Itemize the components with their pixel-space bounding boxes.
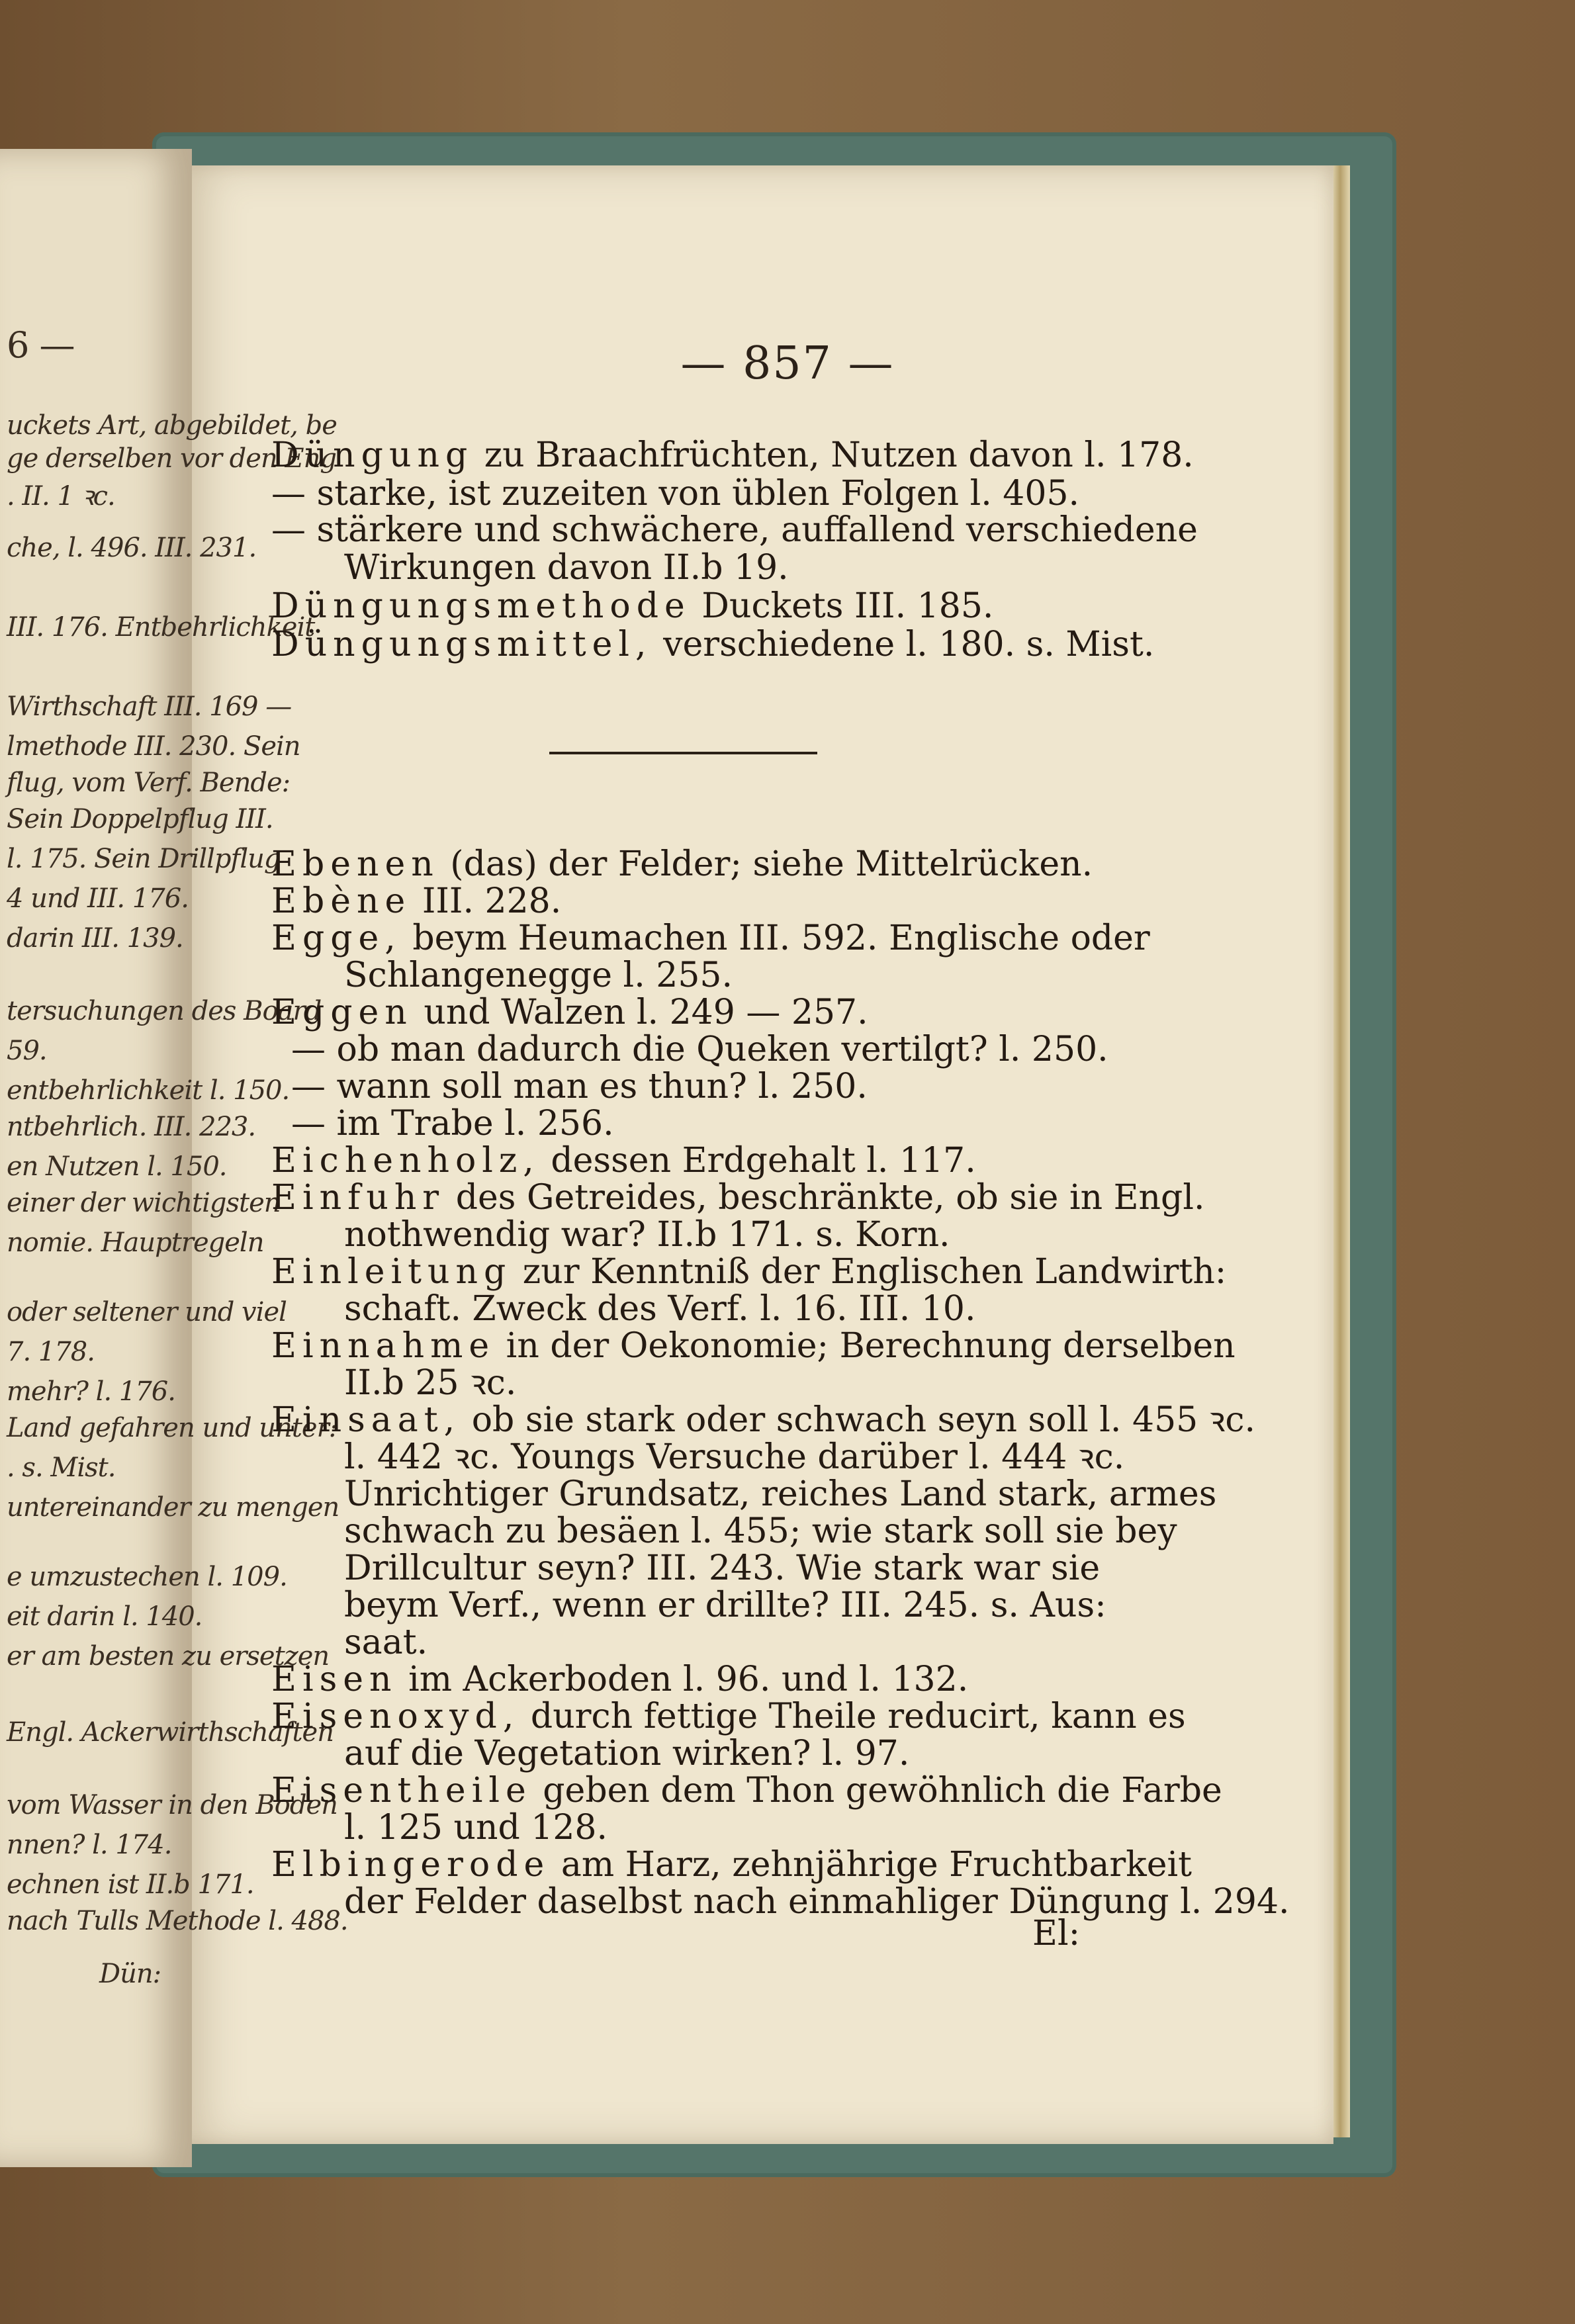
entry-headword: Ebène [271,881,412,921]
index-entry [344,1588,1106,1623]
index-entry [271,1400,1256,1440]
entry-headword: Düngung [271,435,474,475]
entry-text: — wann soll man es thun? l. 250. [291,1067,868,1106]
left-page-line: lmethode III. 230. Sein [7,731,300,762]
index-entry [344,1736,909,1771]
left-page-line: oder seltener und viel [7,1297,287,1327]
index-entry [271,1773,1222,1808]
index-entry [271,1141,976,1181]
left-page-line: uckets Art, abgebildet, be [7,410,337,441]
left-page-line: . II. 1 ꝛc. [7,481,115,512]
section-divider [549,752,817,754]
index-entry [344,548,789,588]
index-entry [271,918,1150,958]
left-page-line: untereinander zu mengen [7,1492,339,1523]
entry-text: zur Kenntniß der Englischen Landwirth: [512,1252,1227,1292]
entry-text: schwach zu besäen l. 455; wie stark soll sie bey [344,1511,1177,1551]
entry-text: l. 125 und 128. [344,1808,608,1848]
left-page-line: ntbehrlich. III. 223. [7,1112,256,1142]
entry-text: zu Braachfrüchten, Nutzen davon l. 178. [473,435,1194,475]
entry-text: l. 442 ꝛc. Youngs Versuche darüber l. 444 ꝛc. [344,1437,1125,1477]
index-entry [271,1178,1205,1218]
left-page-line: er am besten zu ersetzen [7,1641,330,1672]
entry-text: des Getreides, beschränkte, ob sie in Engl. [445,1178,1205,1218]
left-page-line: en Nutzen l. 150. [7,1151,227,1182]
index-entry [291,1069,868,1104]
entry-text: nothwendig war? II.b 171. s. Korn. [344,1215,950,1255]
left-page-line: tersuchungen des Board [7,996,322,1026]
index-entry [344,1882,1290,1922]
left-page-line: nomie. Hauptregeln [7,1228,264,1258]
entry-text: — ob man dadurch die Queken vertilgt? l. 250. [291,1030,1108,1069]
index-entry [344,1548,1101,1588]
left-page-line: echnen ist II.b 171. [7,1869,254,1900]
entry-text: saat. [344,1623,428,1662]
index-entry [344,1808,608,1848]
entry-text: dessen Erdgehalt l. 117. [539,1141,976,1181]
entry-text: Schlangenegge l. 255. [344,956,733,995]
entry-text: geben dem Thon gewöhnlich die Farbe [531,1771,1222,1810]
left-page-line: 4 und III. 176. [7,883,189,914]
index-entry [271,995,868,1030]
index-entry [344,1625,428,1660]
entry-headword: Egge, [271,918,402,958]
index-entry [271,1845,1192,1885]
entry-text: III. 228. [411,881,562,921]
entry-headword: Eisentheile [271,1771,532,1810]
entry-text: schaft. Zweck des Verf. l. 16. III. 10. [344,1289,976,1329]
entry-text: der Felder daselbst nach einmahliger Düngung l. 294. [344,1882,1290,1922]
index-entry [344,958,733,993]
left-page-line: l. 175. Sein Drillpflug [7,844,281,874]
entry-text: — stärkere und schwächere, auffallend verschiedene [271,510,1198,550]
entry-text: verschiedene l. 180. s. Mist. [652,625,1155,664]
entry-text: am Harz, zehnjährige Fruchtbarkeit [550,1845,1192,1885]
left-page-line: ge derselben vor den Eng [7,443,336,474]
entry-text: beym Heumachen III. 592. Englische oder [401,918,1150,958]
index-entry [344,1363,517,1403]
index-entry [291,1032,1108,1067]
entry-text: durch fettige Theile reducirt, kann es [519,1697,1186,1736]
left-page-line: e umzustechen l. 109. [7,1562,287,1592]
page-number: — 857 — [680,337,895,390]
left-page-catchword: Dün: [99,1959,161,1989]
entry-headword: Einleitung [271,1252,512,1292]
entry-headword: Einnahme [271,1326,496,1366]
index-entry [271,1699,1186,1734]
left-page-line: vom Wasser in den Boden [7,1790,338,1820]
entry-headword: Eichenholz, [271,1141,540,1181]
left-page-line: nach Tulls Methode l. 488. [7,1906,348,1936]
entry-text: — starke, ist zuzeiten von üblen Folgen l. 405. [271,474,1080,514]
index-entry [344,1215,950,1255]
left-page-line: nnen? l. 174. [7,1830,172,1860]
entry-text: in der Oekonomie; Berechnung derselben [495,1326,1236,1366]
entry-headword: Eggen [271,993,413,1032]
index-entry [271,510,1198,550]
left-page-line: III. 176. Entbehrlichkeit [7,612,315,643]
index-entry [271,586,994,626]
entry-text: Drillcultur seyn? III. 243. Wie stark war sie [344,1548,1101,1588]
entry-text: Duckets III. 185. [690,586,994,626]
left-page-line: flug, vom Verf. Bende: [7,768,291,798]
left-page-number: 6 — [7,324,75,366]
entry-headword: Ebenen [271,844,439,884]
index-entry [344,1511,1177,1551]
entry-headword: Eisenoxyd, [271,1697,520,1736]
index-entry [271,844,1093,884]
entry-text: II.b 25 ꝛc. [344,1363,517,1403]
entry-headword: Düngungsmethode [271,586,691,626]
index-entry [271,627,1154,662]
index-entry [344,1289,976,1329]
entry-text: — im Trabe l. 256. [291,1104,614,1143]
index-entry [271,1662,968,1697]
index-entry [271,881,562,921]
index-entry [271,1326,1236,1366]
entry-text: ob sie stark oder schwach seyn soll l. 455 ꝛc. [461,1400,1256,1440]
entry-text: Wirkungen davon II.b 19. [344,548,789,588]
left-page-line: che, l. 496. III. 231. [7,533,257,563]
left-page-line: 7. 178. [7,1337,95,1367]
left-page-line: Engl. Ackerwirthschaften [7,1717,334,1748]
entry-text: Unrichtiger Grundsatz, reiches Land stark, armes [344,1474,1217,1514]
left-page-line: 59. [7,1036,47,1066]
left-page-line: einer der wichtigsten [7,1188,281,1218]
entry-text: (das) der Felder; siehe Mittelrücken. [439,844,1093,884]
entry-text: beym Verf., wenn er drillte? III. 245. s. Aus: [344,1586,1106,1625]
entry-text: und Walzen l. 249 — 257. [412,993,868,1032]
index-entry [271,435,1194,475]
left-page-line: . s. Mist. [7,1452,116,1483]
index-entry [291,1106,614,1141]
left-page-line: darin III. 139. [7,923,183,954]
entry-headword: Elbingerode [271,1845,551,1885]
left-page-line: eit darin l. 140. [7,1601,202,1632]
entry-headword: Eisen [271,1660,398,1699]
left-page-line: Sein Doppelpflug III. [7,804,273,834]
left-page-line: Land gefahren und unter: [7,1413,338,1443]
index-entry [271,1252,1227,1292]
catchword: El: [1032,1914,1081,1953]
left-page-line: mehr? l. 176. [7,1376,175,1407]
index-entry [344,1437,1125,1477]
entry-headword: Einsaat, [271,1400,461,1440]
left-page-line: entbehrlichkeit l. 150. [7,1075,290,1106]
entry-text: auf die Vegetation wirken? l. 97. [344,1734,910,1773]
index-entry [344,1474,1217,1514]
entry-text: im Ackerboden l. 96. und l. 132. [397,1660,969,1699]
index-entry [271,474,1080,514]
entry-headword: Düngungsmittel, [271,625,652,664]
entry-headword: Einfuhr [271,1178,445,1218]
left-page-line: Wirthschaft III. 169 — [7,692,292,722]
